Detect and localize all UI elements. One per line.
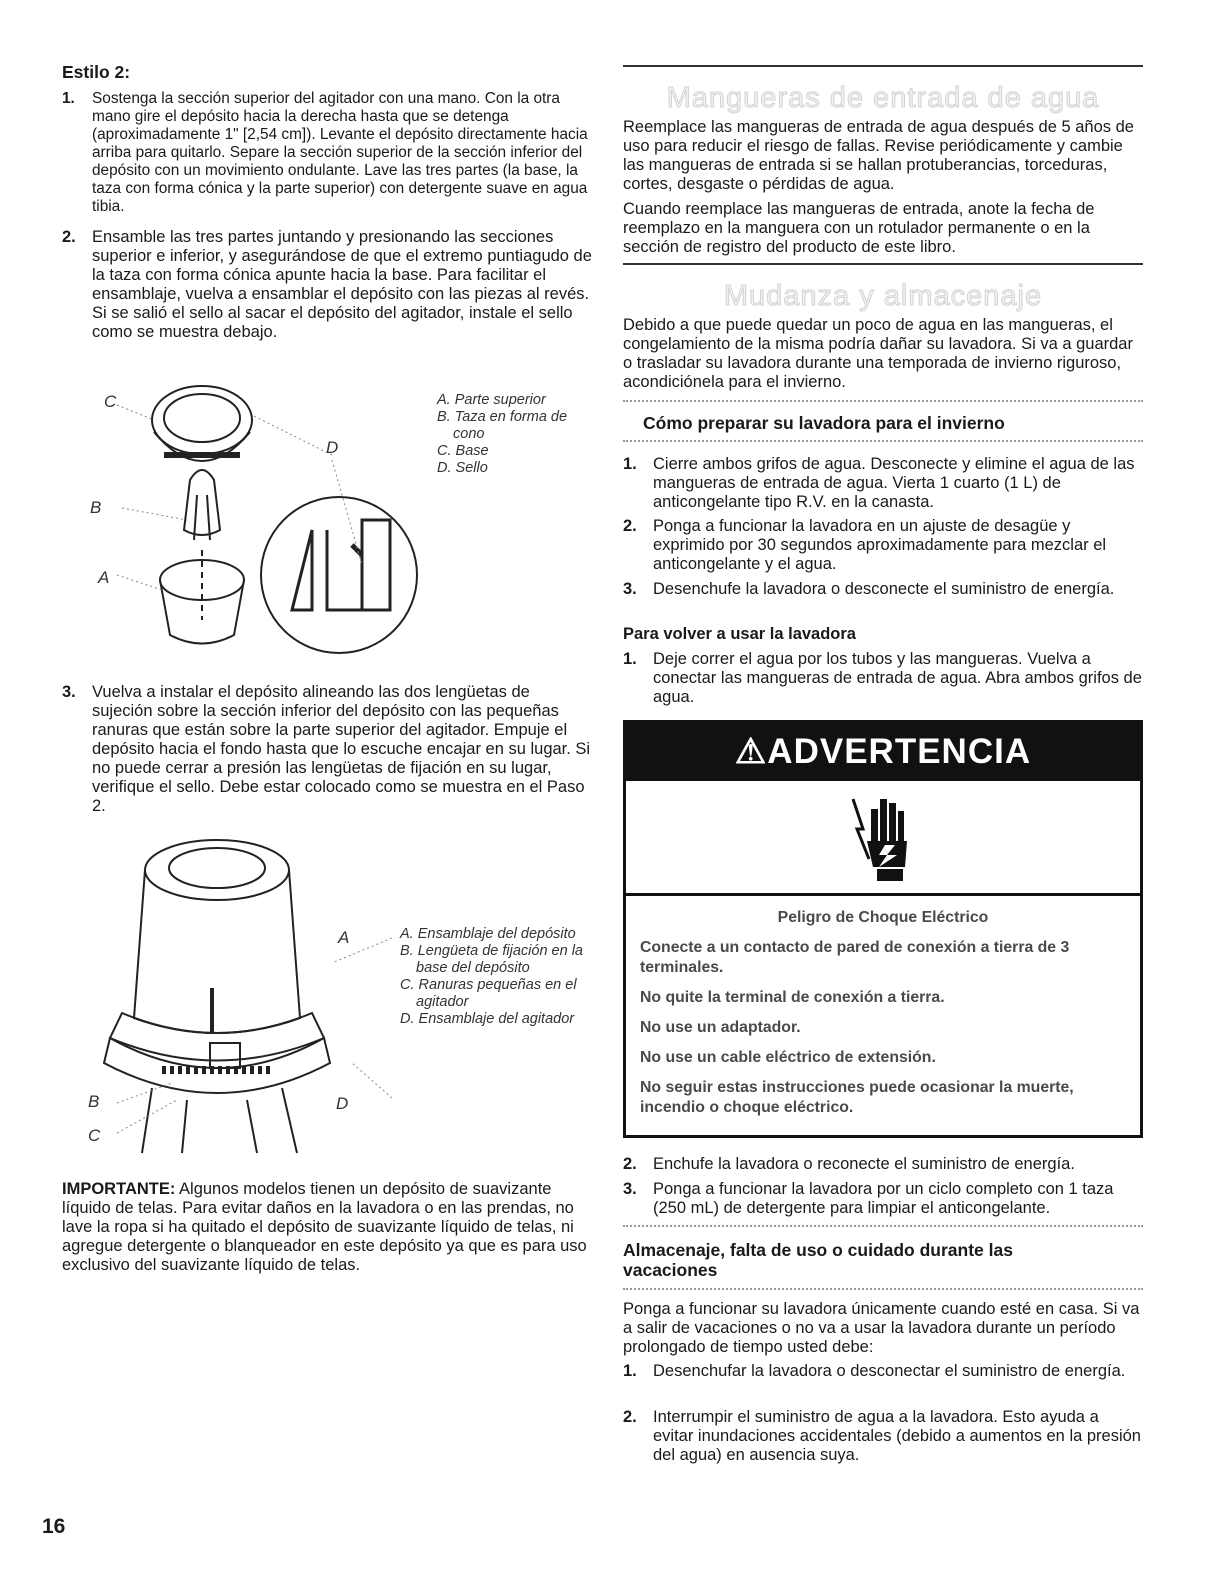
- page-number: 16: [42, 1515, 66, 1538]
- fig2-label-d: D: [336, 1094, 349, 1113]
- dotted-divider: [623, 400, 1143, 402]
- fig1-captions: A. Parte superior B. Taza en forma de cono C. Base D. Sello: [437, 392, 568, 476]
- storage-heading: Almacenaje, falta de uso o cuidado durante las vacaciones: [623, 1240, 1013, 1280]
- reuse-heading: Para volver a usar la lavadora: [623, 625, 856, 643]
- important-text: Algunos modelos tienen un depósito de suavizante líquido de telas. Para evitar daños en la lavadora o en las prendas, no lave la ropa si ha quitado el depósito de suavizante líquido de telas, ni agregue detergente o blanqueador en este depósito ya que es para uso exclusivo del suavizante líquido de telas.: [62, 1180, 587, 1274]
- warning-header: [626, 723, 1140, 781]
- fig2-label-a: A: [338, 928, 350, 947]
- winter-step-2: 2. Ponga a funcionar la lavadora en un ajuste de desagüe y exprimido por 30 segundos aproximadamente para mezclar el anticongelante y el agua.: [623, 517, 1107, 573]
- fig1-label-a: A: [98, 568, 110, 587]
- figure-dispenser-assembly: [62, 838, 592, 1158]
- warning-box: [623, 720, 1143, 1138]
- storage-step-2: 2. Interrumpir el suministro de agua a la lavadora. Esto ayuda a evitar inundaciones accidentales (debido a aumentos en la presión del agua) en ausencia suya.: [623, 1408, 1141, 1464]
- warning-symbol-area: [626, 781, 1140, 896]
- winter-step-1: 1. Cierre ambos grifos de agua. Desconecte y elimine el agua de las mangueras de entrada de agua. Vierta 1 cuarto (1 L) de anticongelante tipo R.V. en la canasta.: [623, 455, 1135, 511]
- divider: [623, 65, 1143, 67]
- warning-line: No seguir estas instrucciones puede ocasionar la muerte, incendio o choque eléctrico.: [640, 1079, 1074, 1116]
- divider: [623, 263, 1143, 265]
- step-3: 3. Vuelva a instalar el depósito alineando las dos lengüetas de sujeción sobre la sección inferior del depósito con las pequeñas ranuras que están sobre la parte superior del agitador. Empuje el depósito hacia el fondo hasta que lo escuche encajar en su lugar. Si no puede cerrar a presión las lengüetas de fijación en su lugar, verifique el sello. Debe estar colocado como se muestra en el Paso 2.: [62, 683, 591, 815]
- warning-line: No use un adaptador.: [640, 1019, 801, 1036]
- figure-dispenser-parts: [62, 380, 592, 670]
- electric-shock-hand-icon: [849, 789, 919, 884]
- section-title-hoses: Mangueras de entrada de agua: [666, 82, 1100, 114]
- dotted-divider: [623, 1225, 1143, 1227]
- dotted-divider: [623, 1288, 1143, 1290]
- estilo-heading: Estilo 2:: [62, 62, 131, 82]
- section-title-moving: Mudanza y almacenaje: [723, 280, 1043, 312]
- fig1-label-d: D: [326, 438, 339, 457]
- important-note: [62, 1180, 592, 1275]
- warning-line: No quite la terminal de conexión a tierra.: [640, 989, 945, 1006]
- step-1: 1. Sostenga la sección superior del agitador con una mano. Con la otra mano gire el depósito hacia la derecha hasta que se detenga (aproximadamente 1" [2,54 cm]). Levante el depósito directamente hacia arriba para quitarlo. Separe la sección superior de la sección inferior del depósito con un movimiento ondulante. Lave las tres partes (la base, la taza con forma cónica y la parte superior) con detergente suave en agua tibia.: [62, 90, 588, 215]
- after-step-3: 3. Ponga a funcionar la lavadora por un ciclo completo con 1 taza (250 mL) de detergente para limpiar el anticongelante.: [623, 1180, 1114, 1217]
- hoses-paragraph-1: Reemplace las mangueras de entrada de agua después de 5 años de uso para reducir el riesgo de fallas. Revise periódicamente y cambie las mangueras de entrada si se hallan protuberancias, torceduras, cortes, desgaste o pérdidas de agua.: [623, 118, 1134, 193]
- fig2-label-b: B: [88, 1092, 100, 1111]
- important-label: IMPORTANTE:: [62, 1180, 176, 1198]
- fig2-label-c: C: [88, 1126, 101, 1145]
- fig2-captions: A. Ensamblaje del depósito B. Lengüeta de fijación en la base del depósito C. Ranuras pequeñas en el agitador D. Ensamblaje del agitador: [400, 926, 583, 1027]
- moving-paragraph: Debido a que puede quedar un poco de agua en las mangueras, el congelamiento de la misma podría dañar su lavadora. Si va a guardar o trasladar su lavadora durante una temporada de invierno riguroso, acondiciónela para el invierno.: [623, 316, 1133, 391]
- reuse-step-1: 1. Deje correr el agua por los tubos y las mangueras. Vuelva a conectar las mangueras de entrada de agua. Abra ambos grifos de agua.: [623, 650, 1142, 706]
- storage-paragraph: Ponga a funcionar su lavadora únicamente cuando esté en casa. Si va a salir de vacaciones o no va a usar la lavadora durante un período prolongado de tiempo usted debe:: [623, 1300, 1140, 1356]
- dispenser-parts-illustration: [62, 380, 422, 670]
- warning-line: Conecte a un contacto de pared de conexión a tierra de 3 terminales.: [640, 939, 1070, 976]
- warning-body: [626, 908, 1140, 1118]
- warning-hazard: Peligro de Choque Eléctrico: [777, 909, 989, 926]
- after-step-2: 2. Enchufe la lavadora o reconecte el suministro de energía.: [623, 1155, 1075, 1173]
- storage-step-1: 1. Desenchufar la lavadora o desconectar el suministro de energía.: [623, 1362, 1126, 1380]
- warning-line: No use un cable eléctrico de extensión.: [640, 1049, 936, 1066]
- warning-title: ADVERTENCIA: [767, 732, 1032, 771]
- dotted-divider: [623, 440, 1143, 442]
- winter-heading: Cómo preparar su lavadora para el invierno: [643, 413, 1005, 433]
- winter-step-3: 3. Desenchufe la lavadora o desconecte el suministro de energía.: [623, 580, 1115, 598]
- fig1-label-b: B: [90, 498, 102, 517]
- warning-triangle-icon: ⚠: [734, 732, 768, 771]
- fig1-label-c: C: [104, 392, 117, 411]
- step-2: 2. Ensamble las tres partes juntando y presionando las secciones superior e inferior, y asegurándose de que el extremo puntiagudo de la taza con forma cónica apunte hacia la base. Para facilitar el ensamblaje, vuelva a ensamblar el depósito con las piezas al revés. Si se salió el sello al sacar el depósito del agitador, instale el sello como se muestra debajo.: [62, 228, 592, 341]
- hoses-paragraph-2: Cuando reemplace las mangueras de entrada, anote la fecha de reemplazo en la manguera con un rotulador permanente o en la sección de registro del producto de este libro.: [623, 200, 1095, 256]
